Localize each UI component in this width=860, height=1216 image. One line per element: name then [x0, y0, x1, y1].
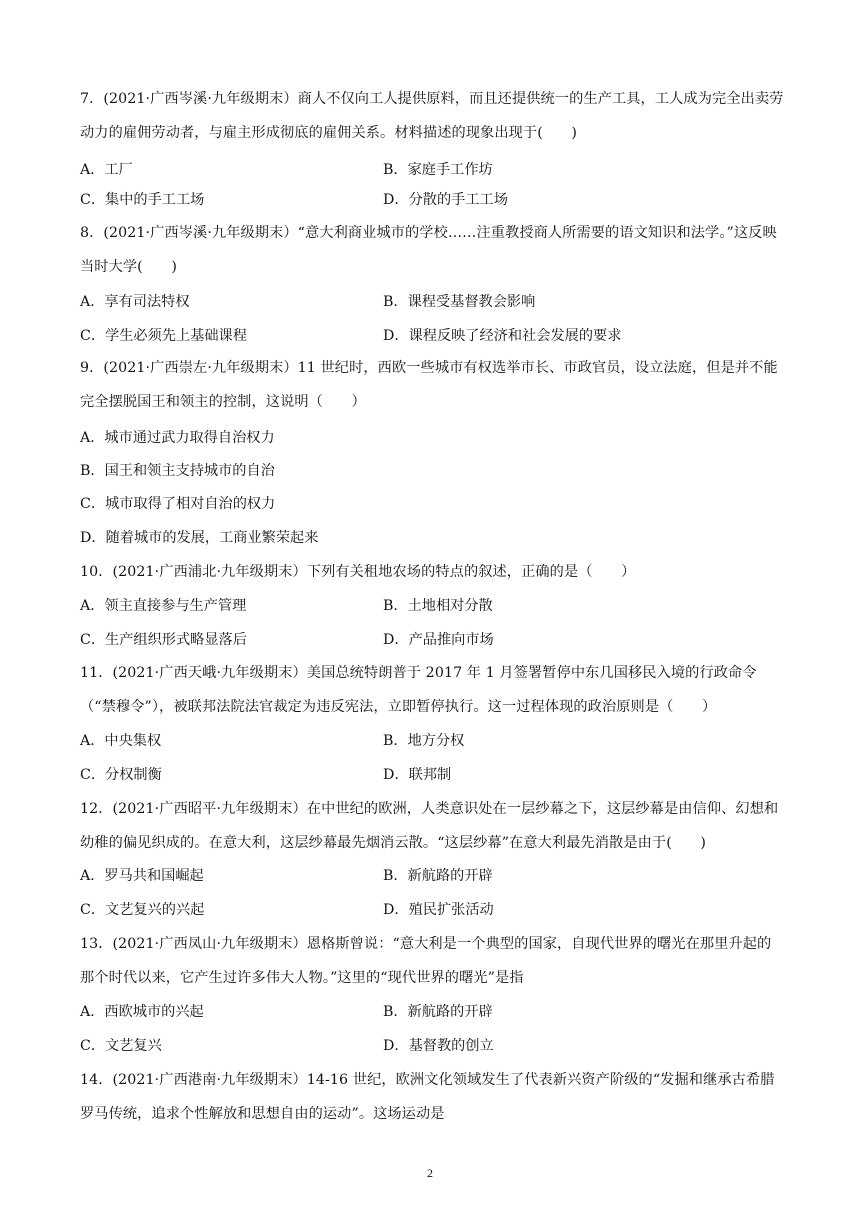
question-11-stem: 11．(2021·广西天峨·九年级期末）美国总统特朗普于 2017 年 1 月签署暂停中东几国移民入境的行政命令（“禁穆令”），被联邦法院法官裁定为违反宪法，立即暂停执行。这一过程体现的政治原则是（ ） [80, 665, 757, 715]
question-10-option-c: C．生产组织形式略显落后 [80, 632, 247, 648]
question-10-option-b: B．土地相对分散 [383, 598, 493, 614]
question-11-option-a: A．中央集权 [80, 733, 162, 749]
question-7-option-c: C．集中的手工工场 [80, 192, 205, 208]
question-10-option-a: A．领主直接参与生产管理 [80, 598, 247, 614]
question-13-option-b: B．新航路的开辟 [383, 1004, 493, 1020]
question-13-stem: 13．(2021·广西凤山·九年级期末）恩格斯曾说：“意大利是一个典型的国家，自现代世界的曙光在那里升起的那个时代以来，它产生过许多伟大人物。”这里的“现代世界的曙光”是指 [80, 936, 772, 986]
question-13-option-d: D．基督教的创立 [383, 1038, 494, 1054]
question-8-option-b: B．课程受基督教会影响 [383, 294, 536, 310]
question-7-stem: 7．(2021·广西岑溪·九年级期末）商人不仅向工人提供原料，而且还提供统一的生产工具，工人成为完全出卖劳动力的雇佣劳动者，与雇主形成彻底的雇佣关系。材料描述的现象出现于( ) [80, 91, 784, 141]
question-12-option-a: A．罗马共和国崛起 [80, 868, 204, 884]
question-12-option-d: D．殖民扩张活动 [383, 902, 494, 918]
question-10-option-d: D．产品推向市场 [383, 632, 494, 648]
question-9-option-d: D．随着城市的发展，工商业繁荣起来 [80, 530, 319, 546]
question-11-option-c: C．分权制衡 [80, 767, 162, 783]
question-13-option-a: A．西欧城市的兴起 [80, 1004, 204, 1020]
question-11-option-d: D．联邦制 [383, 767, 452, 783]
question-8-option-a: A．享有司法特权 [80, 294, 190, 310]
question-7-option-d: D．分散的手工工场 [383, 192, 508, 208]
question-8-option-d: D．课程反映了经济和社会发展的要求 [383, 328, 622, 344]
page-number: 2 [427, 1166, 433, 1180]
question-9-option-b: B．国王和领主支持城市的自治 [80, 463, 275, 479]
question-13-option-c: C．文艺复兴 [80, 1038, 162, 1054]
question-8-option-c: C．学生必须先上基础课程 [80, 328, 247, 344]
question-9-option-a: A．城市通过武力取得自治权力 [80, 430, 275, 446]
question-9-option-c: C．城市取得了相对自治的权力 [80, 496, 276, 512]
question-14-stem: 14．(2021·广西港南·九年级期末）14-16 世纪，欧洲文化领域发生了代表新兴资产阶级的“发掘和继承古希腊罗马传统，追求个性解放和思想自由的运动”。这场运动是 [80, 1072, 775, 1122]
question-7-option-b: B．家庭手工作坊 [383, 162, 493, 178]
question-12-stem: 12．(2021·广西昭平·九年级期末）在中世纪的欧洲，人类意识处在一层纱幕之下，这层纱幕是由信仰、幻想和幼稚的偏见织成的。在意大利，这层纱幕最先烟消云散。“这层纱幕”在意大利最先消散是由于( ) [80, 801, 779, 851]
question-12-option-b: B．新航路的开辟 [383, 868, 493, 884]
question-8-stem: 8．(2021·广西岑溪·九年级期末）“意大利商业城市的学校……注重教授商人所需要的语文知识和法学。”这反映当时大学( ) [80, 225, 777, 275]
question-10-stem: 10．(2021·广西浦北·九年级期末）下列有关租地农场的特点的叙述，正确的是（ ） [80, 564, 636, 580]
question-11-option-b: B．地方分权 [383, 733, 465, 749]
question-9-stem: 9．(2021·广西崇左·九年级期末）11 世纪时，西欧一些城市有权选举市长、市政官员，设立法庭，但是并不能完全摆脱国王和领主的控制，这说明（ ） [80, 360, 778, 410]
question-7-option-a: A．工厂 [80, 162, 133, 178]
question-12-option-c: C．文艺复兴的兴起 [80, 902, 205, 918]
